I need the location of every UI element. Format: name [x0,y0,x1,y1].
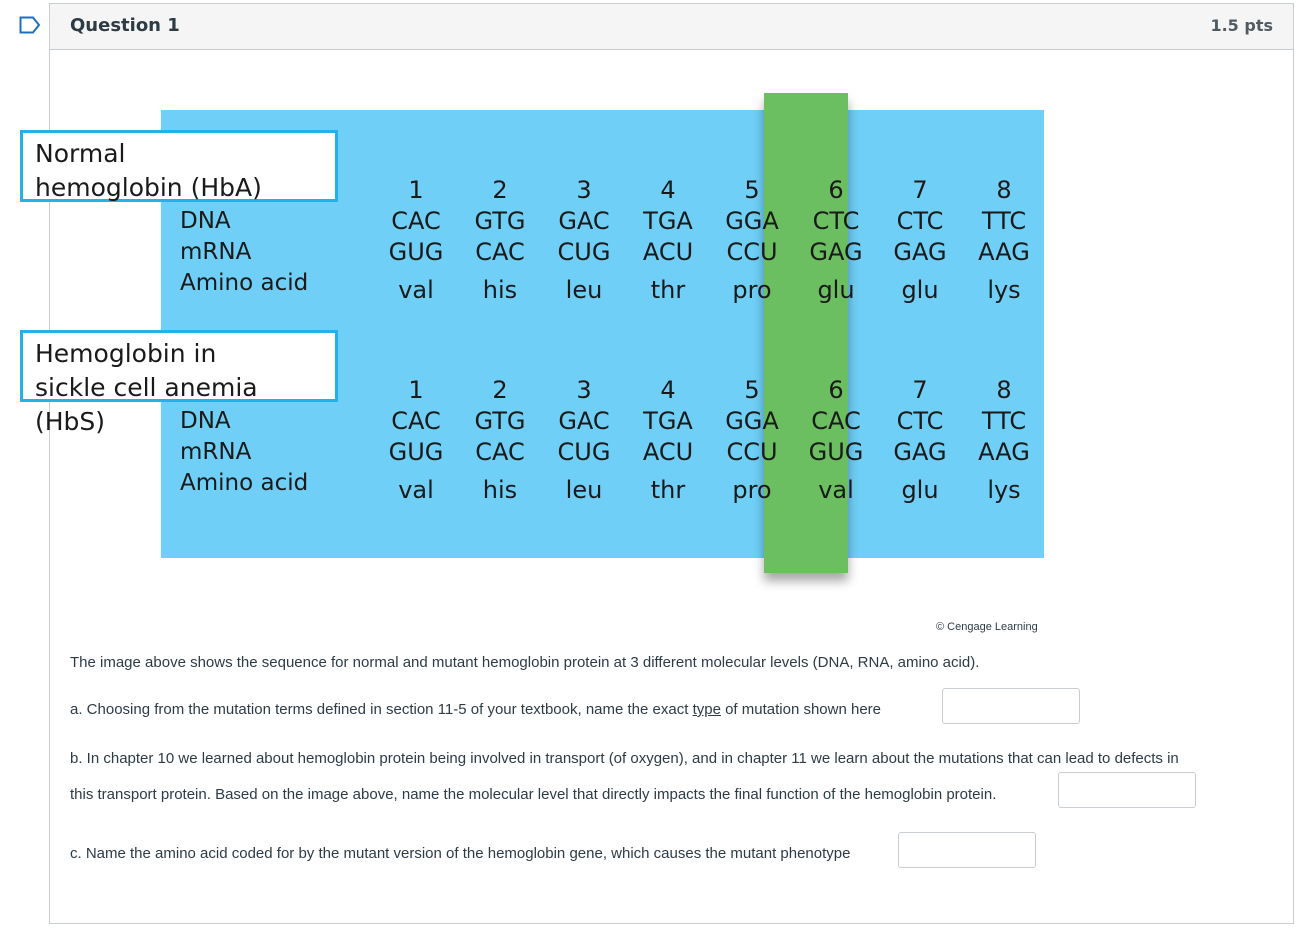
normal-codons-cell: 4 [660,176,676,204]
bookmark-flag-icon[interactable] [19,16,41,34]
sickle-mrna-cell: GUG [388,438,444,466]
normal-mrna-cell: CAC [475,238,525,266]
figure-credit: © Cengage Learning [936,621,1038,633]
sickle-codons-cell: 2 [492,376,508,404]
answer-b-input[interactable] [1058,772,1196,808]
normal-mrna-cell: ACU [642,238,694,266]
normal-amino-cell: pro [732,276,772,304]
normal-codons-cell: 5 [744,176,760,204]
sickle-codons-cell: 8 [996,376,1012,404]
sickle-dna-cell: TGA [643,407,693,435]
question-points: 1.5 pts [1210,16,1273,35]
normal-header-box: Normal hemoglobin (HbA) [20,130,338,202]
sickle-dna-cell: GTG [474,407,526,435]
answer-c-input[interactable] [898,832,1036,868]
hemoglobin-figure [20,93,1045,578]
sickle-mrna-cell: CCU [726,438,778,466]
normal-codons-cell: 6 [828,176,844,204]
normal-amino-label: Amino acid [180,270,309,296]
normal-mrna-cell: GAG [893,238,947,266]
normal-amino-cell: glu [901,276,939,304]
sickle-dna-cell: CTC [896,407,944,435]
question-header [50,4,1293,50]
sickle-dna-label: DNA [180,408,231,434]
normal-codons-cell: 8 [996,176,1012,204]
sickle-header-box: Hemoglobin in sickle cell anemia (HbS) [20,330,338,402]
sickle-amino-cell: glu [901,476,939,504]
normal-dna-cell: GAC [558,207,610,235]
normal-mrna-label: mRNA [180,239,252,265]
normal-codons-cell: 2 [492,176,508,204]
question-a-underlined: type [692,701,721,718]
sickle-codons-cell: 4 [660,376,676,404]
normal-amino-cell: thr [650,276,686,304]
normal-dna-cell: GGA [725,207,779,235]
normal-mrna-cell: GAG [809,238,863,266]
sickle-codons-cell: 5 [744,376,760,404]
normal-dna-cell: CAC [391,207,441,235]
normal-amino-cell: leu [565,276,603,304]
normal-codons-cell: 1 [408,176,424,204]
normal-amino-cell: val [398,276,434,304]
normal-mrna-cell: GUG [388,238,444,266]
sickle-mrna-label: mRNA [180,439,252,465]
sickle-amino-cell: val [398,476,434,504]
sickle-amino-cell: lys [987,476,1021,504]
sickle-amino-cell: leu [565,476,603,504]
sickle-mrna-cell: ACU [642,438,694,466]
sickle-codons-cell: 6 [828,376,844,404]
normal-mrna-cell: CCU [726,238,778,266]
sickle-dna-cell: CAC [391,407,441,435]
question-a-post: of mutation shown here [720,701,882,718]
normal-dna-cell: TTC [981,207,1027,235]
sickle-mrna-cell: GUG [808,438,864,466]
normal-dna-label: DNA [180,208,231,234]
normal-codons-cell: 7 [912,176,928,204]
question-a-text [70,701,881,718]
normal-amino-cell: glu [817,276,855,304]
sickle-dna-cell: TTC [981,407,1027,435]
sickle-amino-cell: his [482,476,518,504]
sickle-codons-cell: 3 [576,376,592,404]
intro-text: The image above shows the sequence for normal and mutant hemoglobin protein at 3 different molecular levels (DNA, RNA, amino acid). [70,654,980,671]
sickle-amino-cell: val [818,476,854,504]
normal-dna-cell: GTG [474,207,526,235]
sickle-mrna-cell: AAG [978,438,1030,466]
sickle-mrna-cell: CAC [475,438,525,466]
normal-dna-cell: TGA [643,207,693,235]
sickle-mrna-cell: CUG [557,438,611,466]
sickle-amino-cell: thr [650,476,686,504]
sickle-dna-cell: GGA [725,407,779,435]
normal-dna-cell: CTC [812,207,860,235]
sickle-amino-cell: pro [732,476,772,504]
question-b-line2: this transport protein. Based on the image above, name the molecular level that directly impacts the final function of the hemoglobin protein. [70,786,997,803]
sickle-dna-cell: CAC [811,407,861,435]
normal-amino-cell: lys [987,276,1021,304]
sickle-codons-cell: 7 [912,376,928,404]
sickle-dna-cell: GAC [558,407,610,435]
normal-codons-cell: 3 [576,176,592,204]
sickle-codons-cell: 1 [408,376,424,404]
normal-mrna-cell: AAG [978,238,1030,266]
question-a-pre: a. Choosing from the mutation terms defined in section 11-5 of your textbook, name the exact [70,701,693,718]
question-title: Question 1 [70,15,180,36]
sickle-amino-label: Amino acid [180,470,309,496]
normal-dna-cell: CTC [896,207,944,235]
normal-amino-cell: his [482,276,518,304]
answer-a-input[interactable] [942,688,1080,724]
question-b-line1: b. In chapter 10 we learned about hemoglobin protein being involved in transport (of oxygen), and in chapter 11 we learn about the mutations that can lead to defects in [70,750,1179,767]
question-c-text: c. Name the amino acid coded for by the mutant version of the hemoglobin gene, which causes the mutant phenotype [70,845,851,862]
sickle-mrna-cell: GAG [893,438,947,466]
normal-mrna-cell: CUG [557,238,611,266]
